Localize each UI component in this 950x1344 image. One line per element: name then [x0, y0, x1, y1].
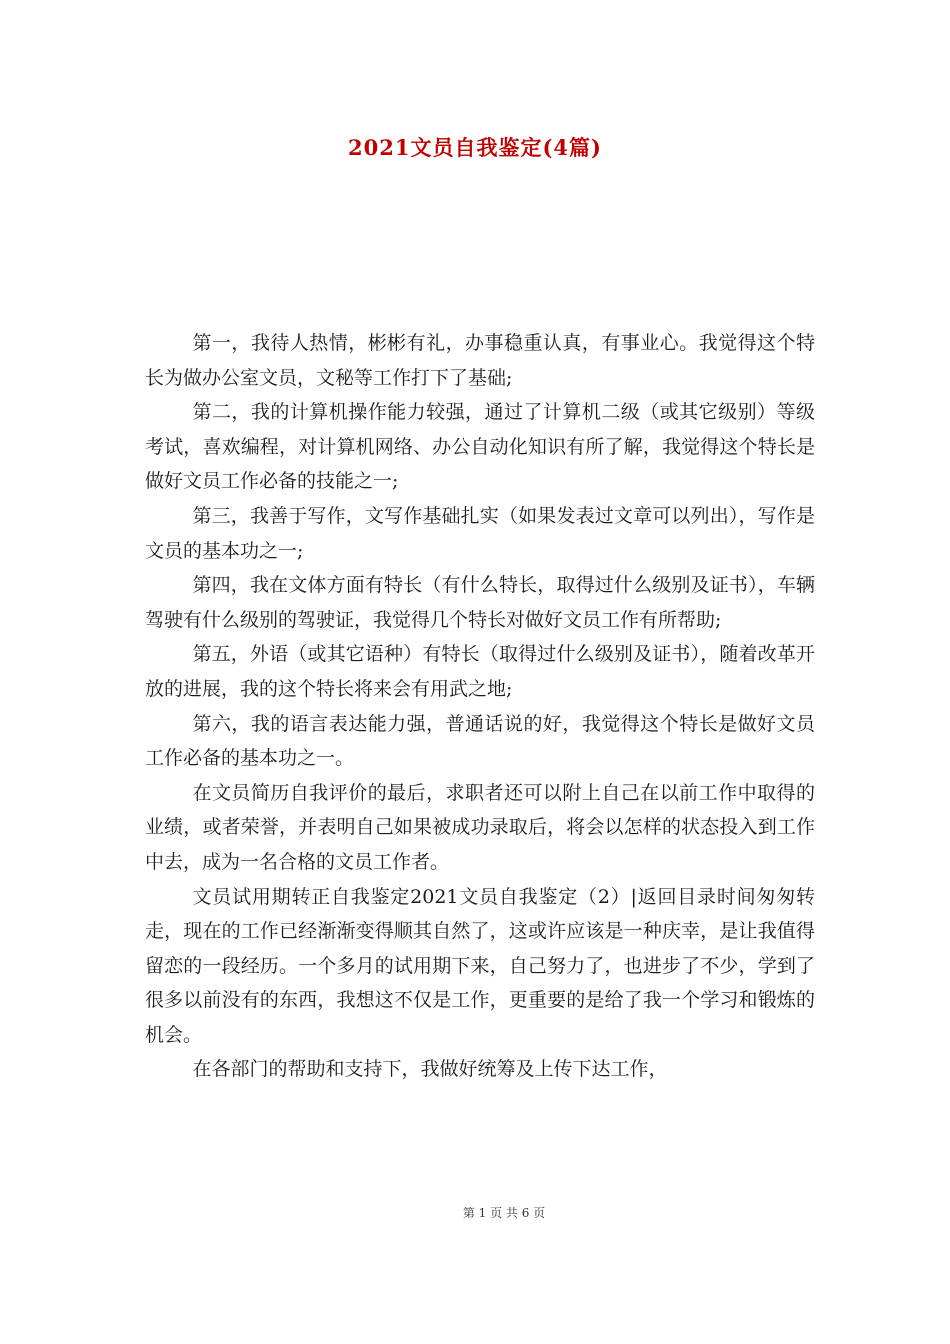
paragraph: 第一，我待人热情，彬彬有礼，办事稳重认真，有事业心。我觉得这个特长为做办公室文员，文秘等工作打下了基础;	[145, 332, 815, 389]
paragraph: 第二，我的计算机操作能力较强，通过了计算机二级（或其它级别）等级考试，喜欢编程，对计算机网络、办公自动化知识有所了解，我觉得这个特长是做好文员工作必备的技能之一;	[145, 401, 815, 493]
paragraph: 第六，我的语言表达能力强，普通话说的好，我觉得这个特长是做好文员工作必备的基本功之一。	[145, 712, 815, 770]
page-footer: 第 1 页 共 6 页	[462, 1206, 546, 1220]
paragraph: 在文员简历自我评价的最后，求职者还可以附上自己在以前工作中取得的业绩，或者荣誉，并表明自己如果被成功录取后，将会以怎样的状态投入到工作中去，成为一名合格的文员工作者。	[145, 781, 815, 873]
document-title: 2021文员自我鉴定(4篇)	[348, 135, 602, 160]
document-body	[145, 326, 815, 1087]
paragraph: 第三，我善于写作，文写作基础扎实（如果发表过文章可以列出），写作是文员的基本功之一;	[145, 504, 815, 562]
paragraph: 第五，外语（或其它语种）有特长（取得过什么级别及证书），随着改革开放的进展，我的这个特长将来会有用武之地;	[145, 643, 815, 700]
paragraph: 在各部门的帮助和支持下，我做好统筹及上传下达工作，	[192, 1058, 668, 1081]
paragraph: 文员试用期转正自我鉴定2021文员自我鉴定（2）|返回目录时间匆匆转走，现在的工作已经渐渐变得顺其自然了，这或许应该是一种庆幸，是让我值得留恋的一段经历。一个多月的试用期下来，自己努力了，也进步了不少，学到了很多以前没有的东西，我想这不仅是工作，更重要的是给了我一个学习和锻炼的机会。	[145, 885, 815, 1046]
paragraph: 第四，我在文体方面有特长（有什么特长，取得过什么级别及证书），车辆驾驶有什么级别的驾驶证，我觉得几个特长对做好文员工作有所帮助;	[145, 574, 815, 631]
